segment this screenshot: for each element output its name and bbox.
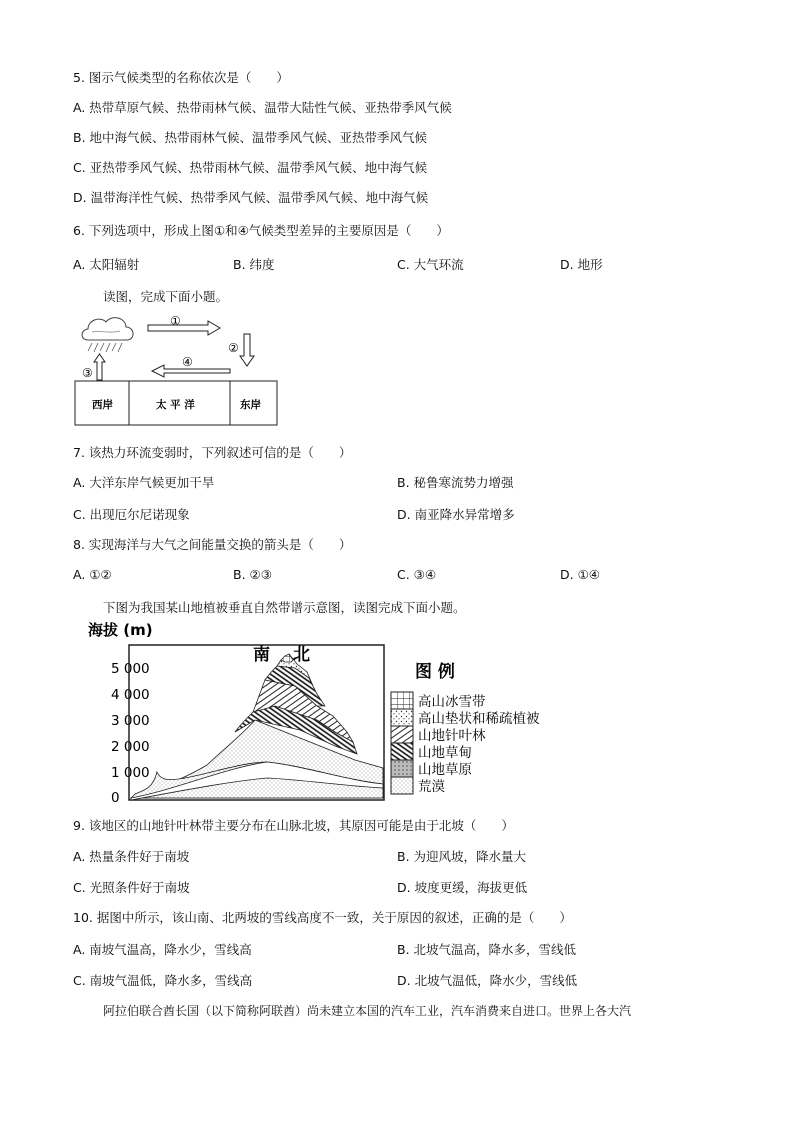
arrow-1-label: ① [170, 314, 181, 328]
east-coast-label: 东岸 [240, 399, 261, 411]
q7-options-row1 [73, 473, 733, 491]
q10-option-c: C. 南坡气温低，降水多，雪线高 [73, 973, 253, 988]
south-label: 南 [253, 645, 270, 665]
q8-option-a: A. ①② [73, 567, 112, 582]
q6-option-b: B. 纬度 [233, 257, 275, 272]
q6-stem: 6. 下列选项中，形成上图①和④气候类型差异的主要原因是（ ） [73, 223, 449, 238]
q8-stem: 8. 实现海洋与大气之间能量交换的箭头是（ ） [73, 537, 352, 552]
q8-option-c: C. ③④ [397, 567, 437, 582]
q7-option-a: A. 大洋东岸气候更加干旱 [73, 475, 215, 490]
q5-option-a: A. 热带草原气候、热带雨林气候、温带大陆性气候、亚热带季风气候 [73, 100, 452, 115]
legend-ice: 高山冰雪带 [418, 694, 486, 710]
q9-option-b: B. 为迎风坡，降水量大 [397, 849, 527, 864]
q5-option-c: C. 亚热带季风气候、热带雨林气候、温带季风气候、地中海气候 [73, 160, 428, 175]
q7-option-d: D. 南亚降水异常增多 [397, 507, 515, 522]
arrow-3-label: ③ [82, 366, 93, 380]
q7-options-row2 [73, 505, 733, 523]
arrow-3 [94, 354, 105, 380]
zone-ice [281, 654, 293, 662]
q8-option-b: B. ②③ [233, 567, 272, 582]
q5-option-b: B. 地中海气候、热带雨林气候、温带季风气候、亚热带季风气候 [73, 130, 428, 145]
q10-option-d: D. 北坡气温低，降水少，雪线低 [397, 973, 578, 988]
q5-option-d: D. 温带海洋性气候、热带季风气候、温带季风气候、地中海气候 [73, 190, 429, 205]
q6-option-d: D. 地形 [560, 257, 603, 272]
tick-2000: 2 000 [111, 739, 150, 755]
north-label: 北 [293, 645, 310, 665]
q10-stem: 10. 据图中所示，该山南、北两坡的雪线高度不一致，关于原因的叙述，正确的是（ ） [73, 910, 572, 925]
legend [391, 692, 540, 795]
q9-option-c: C. 光照条件好于南坡 [73, 880, 190, 895]
q6-options [73, 255, 733, 273]
q9-option-a: A. 热量条件好于南坡 [73, 849, 190, 864]
figure-walker-circulation [70, 310, 285, 430]
q6-option-a: A. 太阳辐射 [73, 257, 140, 272]
q5-stem: 5. 图示气候类型的名称依次是（ ） [73, 70, 289, 85]
q8-options [73, 567, 733, 585]
q10-options-row1 [73, 940, 733, 958]
q9-options-row2 [73, 878, 733, 896]
q7-option-c: C. 出现厄尔尼诺现象 [73, 507, 190, 522]
intro-1: 读图，完成下面小题。 [103, 289, 229, 304]
legend-meadow: 山地草甸 [418, 745, 472, 761]
q9-stem: 9. 该地区的山地针叶林带主要分布在山脉北坡，其原因可能是由于北坡（ ） [73, 818, 514, 833]
legend-title: 图 例 [415, 662, 455, 682]
rain-cloud-icon [82, 318, 133, 352]
legend-steppe: 山地草原 [418, 762, 472, 778]
tick-0: 0 [111, 790, 120, 806]
q7-option-b: B. 秘鲁寒流势力增强 [397, 475, 514, 490]
q8-option-d: D. ①④ [560, 567, 600, 582]
q7-stem: 7. 该热力环流变弱时，下列叙述可信的是（ ） [73, 445, 352, 460]
tick-3000: 3 000 [111, 713, 150, 729]
west-coast-label: 西岸 [92, 399, 113, 411]
tick-4000: 4 000 [111, 687, 150, 703]
legend-desert: 荒漠 [418, 779, 445, 795]
intro-3: 阿拉伯联合酋长国（以下简称阿联酋）尚未建立本国的汽车工业，汽车消费来自进口。世界上各大汽 [103, 1004, 632, 1018]
pacific-label: 太 平 洋 [156, 399, 195, 411]
altitude-axis-label: 海拔 (m) [88, 621, 153, 639]
q10-option-a: A. 南坡气温高，降水少，雪线高 [73, 942, 252, 957]
q6-option-c: C. 大气环流 [397, 257, 464, 272]
q10-options-row2 [73, 971, 733, 989]
arrow-2 [240, 334, 254, 366]
arrow-2-label: ② [228, 341, 239, 355]
legend-alpine: 高山垫状和稀疏植被 [418, 711, 540, 727]
arrow-4-label: ④ [182, 355, 193, 369]
tick-5000: 5 000 [111, 661, 150, 677]
intro-2: 下图为我国某山地植被垂直自然带谱示意图，读图完成下面小题。 [103, 600, 466, 615]
arrow-1 [148, 321, 220, 335]
figure-vertical-zonation [85, 620, 565, 806]
q9-option-d: D. 坡度更缓，海拔更低 [397, 880, 528, 895]
q9-options-row1 [73, 847, 733, 865]
legend-conifer: 山地针叶林 [418, 728, 486, 744]
tick-1000: 1 000 [111, 765, 150, 781]
q10-option-b: B. 北坡气温高，降水多，雪线低 [397, 942, 577, 957]
